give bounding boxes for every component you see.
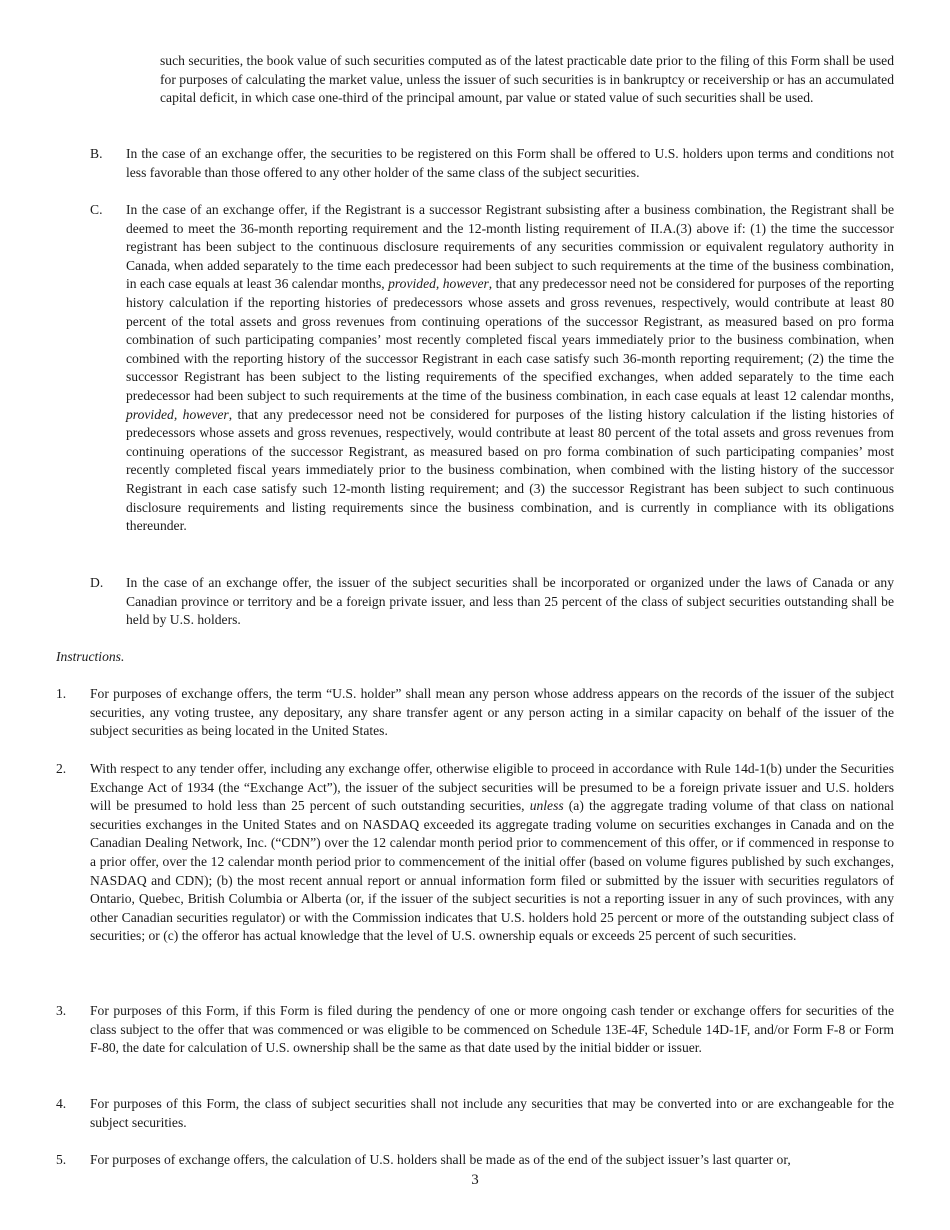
- instruction-3-text: For purposes of this Form, if this Form is filed during the pendency of one or more ongoing cash tender or exchange offers for securities of the class subject to the offer that was commenced or was eligible to be commenced on Schedule 13E-4F, Schedule 14D-1F, and/or Form F-8 or Form F-80, the date for calculation of U.S. ownership shall be the same as that date used by the initial bidder or issuer.: [90, 1003, 894, 1056]
- item-c-text-part-1: In the case of an exchange offer, if the Registrant is a successor Registrant subsisting after a business combination, the Registrant shall be deemed to meet the 36-month reporting requirement and the 12-month listing requirement of II.A.(3) above if: (1) the time the successor registrant has been subject to the continuous disclosure requirements of any securities commission or equivalent regulatory authority in Canada, when added separately to the time each predecessor had been subject to such requirements at the time of the business combination, in each case equals at least 36 calendar months,: [126, 202, 894, 292]
- item-b-text: In the case of an exchange offer, the securities to be registered on this Form shall be offered to U.S. holders upon terms and conditions not less favorable than those offered to any other holder of the same class of the subject securities.: [126, 146, 894, 180]
- page-number: 3: [471, 1172, 479, 1188]
- item-c-text: [126, 201, 894, 536]
- instruction-5-text: For purposes of exchange offers, the calculation of U.S. holders shall be made as of the end of the subject issuer’s last quarter or,: [90, 1152, 791, 1167]
- instructions-heading: Instructions.: [56, 649, 125, 664]
- instruction-4-text: For purposes of this Form, the class of subject securities shall not include any securities that may be converted into or are exchangeable for the subject securities.: [90, 1096, 894, 1130]
- instruction-2-text-part-1: With respect to any tender offer, including any exchange offer, otherwise eligible to proceed in accordance with Rule 14d-1(b) under the Securities Exchange Act of 1934 (the “Exchange Act”), the issuer of the subject securities will be presumed to be a foreign private issuer and U.S. holders will be presumed to hold less than 25 percent of such outstanding securities,: [90, 761, 894, 814]
- item-label-c: C.: [90, 202, 103, 217]
- item-d-text: In the case of an exchange offer, the issuer of the subject securities shall be incorporated or organized under the laws of Canada or any Canadian province or territory and be a foreign private issuer, and less than 25 percent of the class of subject securities outstanding shall be held by U.S. holders.: [126, 575, 894, 628]
- instruction-1-text: For purposes of exchange offers, the term “U.S. holder” shall mean any person whose address appears on the records of the issuer of the subject securities, any voting trustee, any depositary, any share transfer agent or any person acting in a similar capacity on behalf of the issuer of the subject securities as being located in the United States.: [90, 686, 894, 739]
- instruction-2-text-part-2: (a) the aggregate trading volume of that class on national securities exchanges in the United States and on NASDAQ exceeded its aggregate trading volume on securities exchanges in Canada and on the Canadian Dealing Network, Inc. (“CDN”) over the 12 calendar month period prior to commencement of this offer, or if commenced in response to a prior offer, over the 12 calendar month period prior to commencement of the initial offer (based on volume figures published by such exchanges, NASDAQ and CDN); (b) the most recent annual report or annual information form filed or submitted by the issuer with securities regulators of Ontario, Quebec, British Columbia or Alberta (or, if the issuer of the subject securities is not a reporting issuer in any of such provinces, with any other Canadian securities regulator) or with the Commission indicates that U.S. holders hold 25 percent or more of the outstanding subject class of securities; or (c) the offeror has actual knowledge that the level of U.S. ownership equals or exceeds 25 percent of such securities.: [90, 798, 894, 944]
- instruction-number-2: 2.: [56, 761, 67, 776]
- instruction-2-text: [90, 760, 894, 946]
- item-label-b: B.: [90, 146, 103, 161]
- item-c-text-part-3: , that any predecessor need not be considered for purposes of the listing history calculation if the listing histories of predecessors whose assets and gross revenues, respectively, would contribute at least 80 percent of the total assets and gross revenues from continuing operations of the successor Registrant, as measured based on pro forma combination of such participating companies’ most recently completed fiscal years immediately prior to the business combination, when combined with the listing history of the successor Registrant in each case satisfy such 12-month listing requirement; and (3) the successor Registrant has been subject to such continuous disclosure requirements and listing requirements since the business combination, and is currently in compliance with its obligations thereunder.: [126, 406, 894, 534]
- instruction-number-1: 1.: [56, 686, 67, 701]
- item-c-text-part-2: , that any predecessor need not be considered for purposes of the reporting history calculation if the reporting histories of predecessors whose assets and gross revenues, respectively, would contribute at least 80 percent of the total assets and gross revenues from continuing operations of the successor Registrant, as measured based on pro forma combination of such participating companies’ most recently completed fiscal years immediately prior to the business combination, when combined with the reporting history of the successor Registrant in each case satisfy such 36-month reporting requirement; (2) the time the successor Registrant has been subject to the listing requirements of the specified exchanges, when added separately to the time each predecessor had been subject to such requirements at the time of the business combination, in each case equals at least 12 calendar months,: [126, 276, 894, 403]
- instruction-number-3: 3.: [56, 1003, 67, 1018]
- item-label-d: D.: [90, 575, 104, 590]
- instruction-number-5: 5.: [56, 1152, 67, 1167]
- instruction-2-italic-unless: unless: [529, 798, 564, 814]
- item-c-italic-proviso-1: provided, however: [388, 276, 489, 292]
- instruction-number-4: 4.: [56, 1096, 67, 1111]
- item-c-italic-proviso-2: provided, however: [126, 406, 229, 422]
- continuation-paragraph: such securities, the book value of such securities computed as of the latest practicable date prior to the filing of this Form shall be used for purposes of calculating the market value, unless the issuer of such securities is in bankruptcy or receivership or has an accumulated capital deficit, in which case one-third of the principal amount, par value or stated value of such securities shall be used.: [160, 53, 894, 106]
